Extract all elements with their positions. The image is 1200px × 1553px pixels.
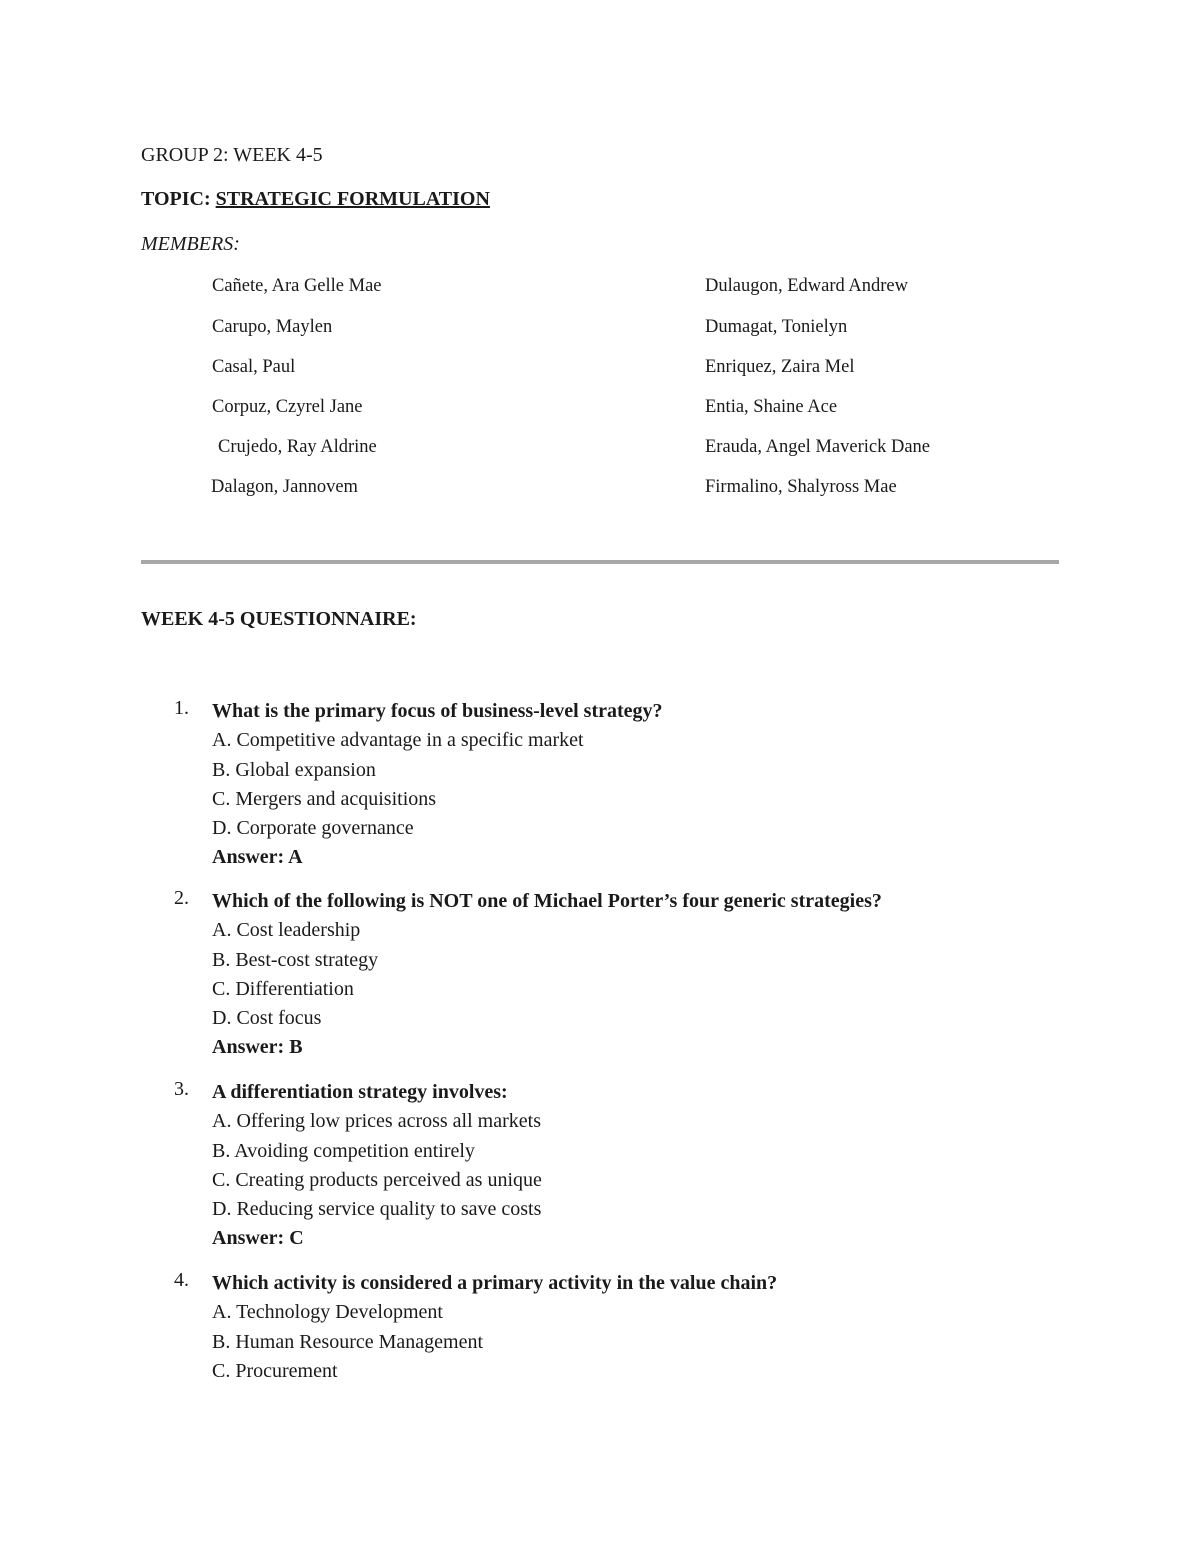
topic-value: STRATEGIC FORMULATION <box>215 188 490 210</box>
topic-label: TOPIC: <box>141 188 211 210</box>
member-name: Cañete, Ara Gelle Mae <box>212 276 382 296</box>
correct-answer: Answer: C <box>212 1227 304 1250</box>
answer-option: B. Global expansion <box>212 758 376 781</box>
question-body <box>212 1078 542 1254</box>
question-number: 1. <box>174 697 189 719</box>
answer-option: A. Offering low prices across all markets <box>212 1110 541 1133</box>
question-number: 2. <box>174 887 189 909</box>
answer-option: A. Cost leadership <box>212 919 361 942</box>
horizontal-divider <box>141 560 1059 564</box>
question-text: A differentiation strategy involves: <box>212 1081 508 1103</box>
question-number: 4. <box>174 1269 189 1291</box>
question-body <box>212 887 882 1063</box>
question-number: 3. <box>174 1078 189 1100</box>
correct-answer: Answer: B <box>212 1036 303 1059</box>
member-name: Dumagat, Tonielyn <box>705 317 848 337</box>
question-text: Which activity is considered a primary activity in the value chain? <box>212 1272 778 1294</box>
answer-option: C. Mergers and acquisitions <box>212 787 437 810</box>
answer-option: B. Best-cost strategy <box>212 948 379 971</box>
answer-option: B. Human Resource Management <box>212 1330 484 1353</box>
member-name: Firmalino, Shalyross Mae <box>705 477 897 497</box>
topic-line <box>141 188 490 211</box>
question-body <box>212 697 663 873</box>
member-name: Crujedo, Ray Aldrine <box>218 437 377 457</box>
member-name: Entia, Shaine Ace <box>705 397 838 417</box>
questionnaire-title: WEEK 4-5 QUESTIONNAIRE: <box>141 608 417 630</box>
members-label: MEMBERS: <box>141 233 240 255</box>
answer-option: A. Technology Development <box>212 1301 443 1324</box>
answer-option: A. Competitive advantage in a specific market <box>212 729 584 752</box>
member-name: Dalagon, Jannovem <box>211 477 358 497</box>
answer-option: C. Creating products perceived as unique <box>212 1168 542 1191</box>
answer-option: D. Cost focus <box>212 1007 322 1030</box>
member-name: Casal, Paul <box>212 357 296 377</box>
member-name: Carupo, Maylen <box>212 317 333 337</box>
member-name: Enriquez, Zaira Mel <box>705 357 855 377</box>
answer-option: B. Avoiding competition entirely <box>212 1139 475 1162</box>
question-text: Which of the following is NOT one of Michael Porter’s four generic strategies? <box>212 890 882 912</box>
question-body <box>212 1269 777 1386</box>
member-name: Dulaugon, Edward Andrew <box>705 276 908 296</box>
member-name: Erauda, Angel Maverick Dane <box>705 437 930 457</box>
answer-option: D. Corporate governance <box>212 817 414 840</box>
answer-option: D. Reducing service quality to save costs <box>212 1198 542 1221</box>
question-text: What is the primary focus of business-level strategy? <box>212 700 663 722</box>
group-line: GROUP 2: WEEK 4-5 <box>141 144 323 166</box>
correct-answer: Answer: A <box>212 846 303 869</box>
answer-option: C. Procurement <box>212 1359 338 1382</box>
answer-option: C. Differentiation <box>212 977 354 1000</box>
member-name: Corpuz, Czyrel Jane <box>212 397 363 417</box>
